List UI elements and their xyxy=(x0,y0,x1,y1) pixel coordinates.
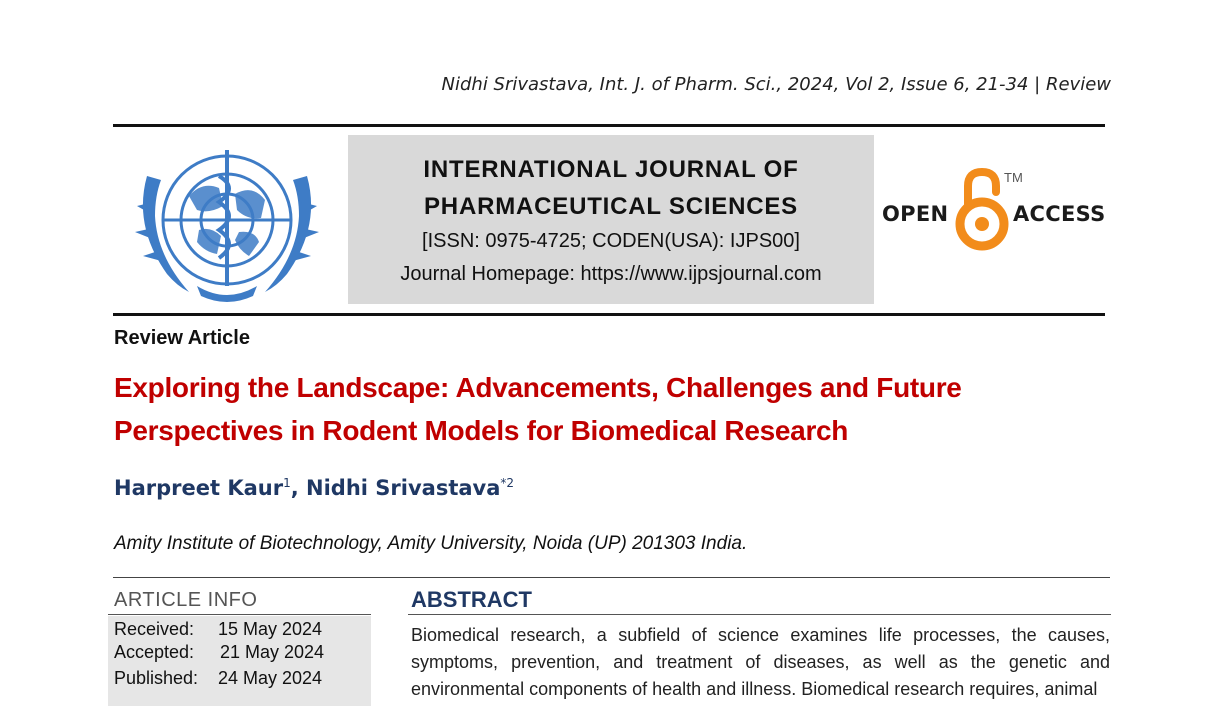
open-access-word2: ACCESS xyxy=(1013,202,1106,226)
journal-masthead xyxy=(348,135,874,304)
info-row-accepted xyxy=(114,642,324,663)
abstract-text: Biomedical research, a subfield of science examines life processes, the causes, symptoms, prevention, and treatment of diseases, as well as the genetic and environmental components of health and illness. Biomedical research requires, animal xyxy=(411,625,1110,699)
open-access-logo xyxy=(882,164,1107,254)
open-access-tm: TM xyxy=(1004,170,1023,185)
author-affiliation: Amity Institute of Biotechnology, Amity University, Noida (UP) 201303 India. xyxy=(114,533,748,554)
article-title-line1: Exploring the Landscape: Advancements, Challenges and Future xyxy=(114,372,962,403)
journal-issn: [ISSN: 0975-4725; CODEN(USA): IJPS00] xyxy=(422,230,800,252)
info-label: Published: xyxy=(114,668,199,688)
article-title-line2: Perspectives in Rodent Models for Biomedical Research xyxy=(114,415,849,446)
journal-name-line1: INTERNATIONAL JOURNAL OF xyxy=(423,156,799,183)
open-access-word1: OPEN xyxy=(882,202,949,226)
journal-homepage: Journal Homepage: https://www.ijpsjournal.com xyxy=(400,263,822,285)
journal-name-line2: PHARMACEUTICAL SCIENCES xyxy=(424,193,798,220)
header-rule-top xyxy=(113,124,1105,127)
article-info-rule xyxy=(108,614,371,615)
journal-emblem-icon xyxy=(127,136,327,308)
info-label: Received: xyxy=(114,619,195,639)
section-divider xyxy=(113,577,1110,578)
header-rule-bottom xyxy=(113,313,1105,316)
open-lock-icon xyxy=(954,166,1010,252)
article-title xyxy=(114,366,1104,452)
info-row-received xyxy=(114,619,322,640)
author-list xyxy=(114,476,514,500)
info-value: 21 May 2024 xyxy=(220,642,325,662)
running-head: Nidhi Srivastava, Int. J. of Pharm. Sci., 2024, Vol 2, Issue 6, 21-34 | Review xyxy=(441,74,1111,95)
article-info-box xyxy=(108,616,371,706)
author-affil-mark: *2 xyxy=(500,476,515,490)
author-name: Nidhi Srivastava xyxy=(306,476,501,500)
article-type: Review Article xyxy=(114,327,250,349)
abstract-rule xyxy=(408,614,1111,615)
info-value: 15 May 2024 xyxy=(218,619,323,639)
article-info-heading: ARTICLE INFO xyxy=(114,589,258,611)
info-row-published xyxy=(114,668,322,689)
info-value: 24 May 2024 xyxy=(218,668,323,688)
info-label: Accepted: xyxy=(114,642,195,662)
author-name: Harpreet Kaur xyxy=(114,476,284,500)
author-affil-mark: 1 xyxy=(283,476,291,490)
author-separator: , xyxy=(290,476,307,500)
abstract-heading: ABSTRACT xyxy=(411,587,532,612)
